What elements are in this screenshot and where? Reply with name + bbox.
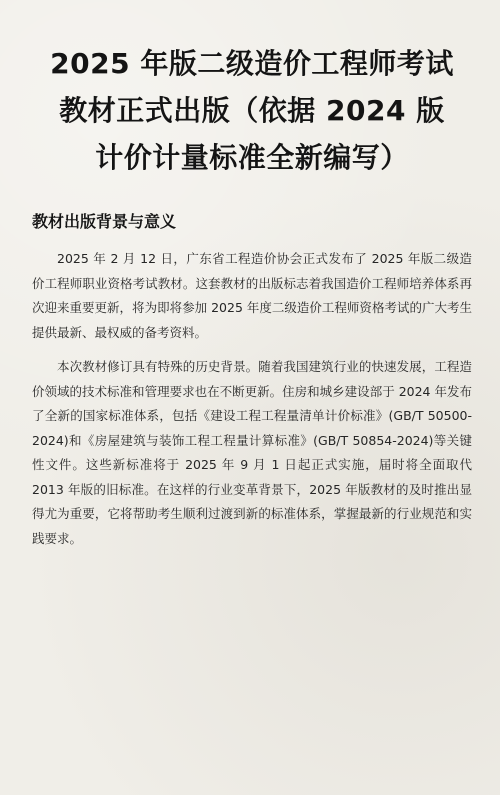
title-line-3: 计价计量标准全新编写） bbox=[95, 141, 409, 174]
article-title bbox=[32, 40, 472, 181]
paragraph-1: 2025 年 2 月 12 日，广东省工程造价协会正式发布了 2025 年版二级造价工程师职业资格考试教材。这套教材的出版标志着我国造价工程师培养体系再次迎来重要更新，将为即将参加 2025 年度二级造价工程师资格考试的广大考生提供最新、最权威的备考资料。 bbox=[32, 251, 472, 340]
title-line-2: 教材正式出版（依据 2024 版 bbox=[59, 94, 445, 127]
section-heading: 教材出版背景与意义 bbox=[32, 212, 177, 231]
title-line-1: 2025 年版二级造价工程师考试 bbox=[50, 47, 454, 80]
paragraph-2: 本次教材修订具有特殊的历史背景。随着我国建筑行业的快速发展，工程造价领域的技术标准和管理要求也在不断更新。住房和城乡建设部于 2024 年发布了全新的国家标准体系，包括《建设工程工程量清单计价标准》(GB/T 50500-2024)和《房屋建筑与装饰工程工程量计算标准》(GB/T 50854-2024)等关键性文件。这些新标准将于 2025 年 9 月 1 日起正式实施，届时将全面取代 2013 年版的旧标准。在这样的行业变革背景下，2025 年版教材的及时推出显得尤为重要，它将帮助考生顺利过渡到新的标准体系，掌握最新的行业规范和实践要求。 bbox=[32, 359, 472, 546]
